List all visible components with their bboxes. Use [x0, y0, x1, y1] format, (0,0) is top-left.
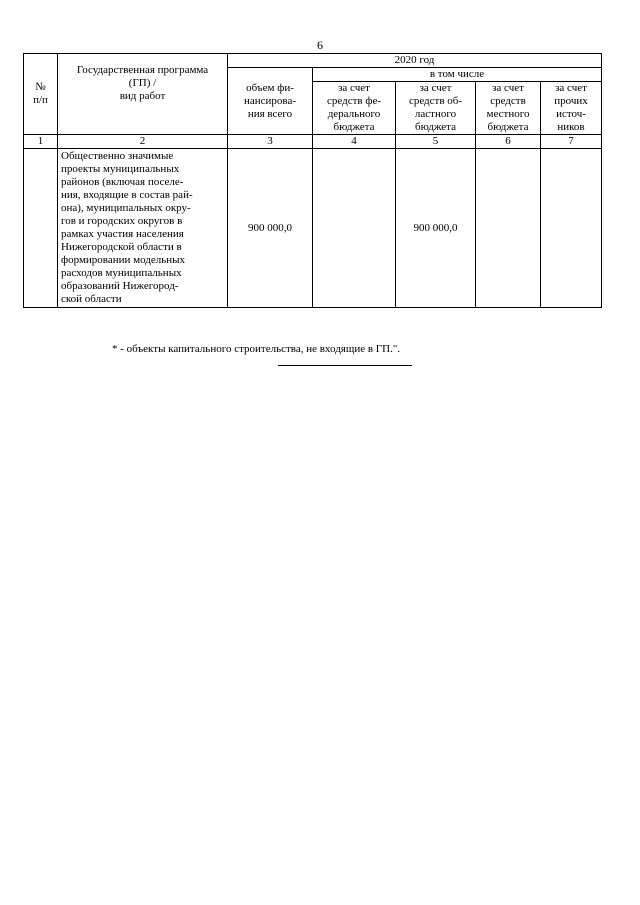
header-regional: за счет средств об- ластного бюджета: [396, 82, 476, 135]
column-number: 6: [476, 135, 541, 149]
header-including: в том числе: [313, 68, 602, 82]
footnote: * - объекты капитального строительства, не входящие в ГП.".: [112, 343, 401, 355]
row-program: Общественно значимые проекты муниципальных районов (включая поселе- ния, входящие в состав рай- она), муниципальных окру- гов и городских округов в рамках участия населения Нижегородской области в формировании модельных расходов муниципальных образований Нижегород- ской области: [58, 149, 228, 308]
header-other: за счет прочих источ- ников: [541, 82, 602, 135]
row-regional: 900 000,0: [396, 149, 476, 308]
row-local: [476, 149, 541, 308]
row-total: 900 000,0: [228, 149, 313, 308]
row-federal: [313, 149, 396, 308]
header-total: объем фи- нансирова- ния всего: [228, 68, 313, 135]
column-number: 4: [313, 135, 396, 149]
funding-table: [23, 53, 602, 308]
header-year: 2020 год: [228, 54, 602, 68]
header-num: № п/п: [24, 54, 58, 135]
row-num: [24, 149, 58, 308]
header-program: Государственная программа (ГП) / вид работ: [58, 54, 228, 135]
divider-line: [278, 365, 412, 366]
header-local: за счет средств местного бюджета: [476, 82, 541, 135]
column-number: 1: [24, 135, 58, 149]
column-number: 2: [58, 135, 228, 149]
row-other: [541, 149, 602, 308]
table-row: [24, 149, 602, 308]
column-number: 3: [228, 135, 313, 149]
column-number: 5: [396, 135, 476, 149]
page-number: 6: [317, 38, 323, 52]
header-federal: за счет средств фе- дерального бюджета: [313, 82, 396, 135]
column-number: 7: [541, 135, 602, 149]
